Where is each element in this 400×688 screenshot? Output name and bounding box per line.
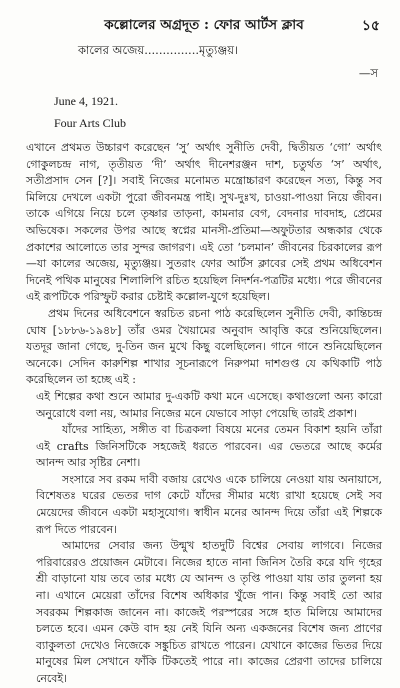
paragraph: এখানে প্রথমত উচ্চারণ করেছেন ‘সু’ অর্থাৎ সুনীতি দেবী, দ্বিতীয়ত ‘গো’ অর্থাৎ গোকুলচন্দ্র নাগ, তৃতীয়ত ‘দী’ অর্থাৎ দীনেশরঞ্জন দাশ, চতুর্থত ‘স’ অর্থাৎ, সতীপ্রসাদ সেন [?]। সবাই নিজের মনোমত মন্ত্রোচ্চারণ করেছেন সত্য, কিন্তু সব মিলিয়ে দেখলে একটা পুরো জীবনমন্ত্র পাই। সুখ-দুঃখ, চাওয়া-পাওয়া নিয়ে জীবন। তাকে এগিয়ে নিয়ে চলে তৃষ্ণার তাড়না, কামনার বেগ, বেদনার দাবদাহ, প্রেমের অভিষেক। সকলের উপর আছে স্বপ্নের মানসী-প্রতিমা—অফুটতার অন্ধকার থেকে প্রকাশের আলোতে তার সুন্দর জাগরণ। এই তো ‘চলমান’ জীবনের চিরকালের রূপ—যা কালের অজেয়, মৃত্যুঞ্জয়। সুতরাং ফোর আর্টস ক্লাবের সেই প্রথম অধিবেশন দিনেই পথিক মানুষের শিলালিপি রচিত হয়েছিল নিদর্শন-পত্রটির মধ্যে। পরে জীবনের এই রূপটিকে পরিস্ফুট করার চেষ্টাই কল্লোল-যুগে হয়েছিল। (26, 141, 383, 304)
chapter-title: কল্লোলের অগ্রদূত : ফোর আর্টস ক্লাব (104, 17, 304, 33)
running-header (26, 14, 382, 36)
epigraph-line: কালের অজেয়...............মৃত্যুঞ্জয়। (78, 43, 239, 57)
quote-paragraph: যাঁদের সাহিত্য, সঙ্গীত বা চিত্রকলা বিষয়ে মনের তেমন বিকাশ হয়নি তাঁরা এই crafts জিনিসটিকে সহজেই ধরতে পারবেন। এর ভেতরে আছে কর্মের আনন্দ আর সৃষ্টির নেশা। (36, 423, 382, 470)
block-quote (36, 389, 382, 688)
club-name: Four Arts Club (54, 116, 127, 130)
paragraph: প্রথম দিনের অধিবেশনে স্বরচিত রচনা পাঠ করেছিলেন সুনীতি দেবী, কান্তিচন্দ্র ঘোষ [১৮৮৬-১৯৪৮] তাঁর ওমর খৈয়ামের অনুবাদ আবৃত্তি করে শুনিয়েছিলেন। যতদূর জানা গেছে, দু-তিন জন মুখে কিছু বলেছিলেন। গানে গানে শুনিয়েছিলেন অনেকে। সেদিন কারুশিল্প শাখার সূচনারূপে নিরুপমা দাশগুপ্ত যে কথিকাটি পাঠ করেছিলেন তা হচ্ছে এই : (26, 306, 382, 387)
quote-paragraph: আমাদের সেবার জন্য উন্মুখ হাতদুটি বিশ্বের সেবায় লাগবে। নিজের পরিবারেরও প্রয়োজন মেটাবে। নিজের হাতে নানা জিনিস তৈরি করে যদি গৃহের শ্রী বাড়ানো যায় তবে তার মধ্যে যে আনন্দ ও তৃপ্তি পাওয়া যায় তার তুলনা হয় না। এখানে মেয়েরা তাঁদের বিশেষ অধিকার খুঁজে পান। কিন্তু সবাই তো আর সবরকম শিল্পকাজ জানেন না। কাজেই পরস্পরের সঙ্গে হাত মিলিয়ে আমাদের চলতে হবে। এমন কেউ বাদ হয় নেই যিনি অন্য একজনের বিশেষ জন্য প্রাণের ব্যাকুলতা দেখেও নিজেকে সঙ্কুচিত রাখতে পারেন। যেখানে কাজের ভিতর দিয়ে মানুষের মিল সেখানে ফাঁকি টিকতেই পারে না। কাজের প্রেরণা তাদের চালিয়ে নেবেই। (36, 539, 382, 685)
page-body (26, 140, 382, 688)
quote-paragraph: এই শিল্পের কথা শুনে আমার দু-একটি কথা মনে এসেছে। কথাগুলো অন্য কারো অনুরোধে বলা নয়, আমার নিজের মনে যেভাবে সাড়া পেয়েছি তারই প্রকাশ। (36, 389, 382, 420)
epigraph-signature: —স (358, 66, 378, 80)
document-meta (54, 90, 382, 134)
page-number: ১৫ (361, 18, 380, 34)
quote-paragraph: সংসারে সব রকম দাবী বজায় রেখেও একে চালিয়ে নেওয়া যায় অনায়াসে, বিশেষতঃ ঘরের ভেতর দাগ কেটে যাঁদের সীমার মধ্যে রাখা হয়েছে সেই সব মেয়েদের জীবনে একটা মহাসুযোগ। স্বাধীন মনের আনন্দ দিয়ে তাঁরা এই শিল্পকে রূপ দিতে পারবেন। (36, 472, 382, 536)
document-date: June 4, 1921. (54, 94, 118, 108)
